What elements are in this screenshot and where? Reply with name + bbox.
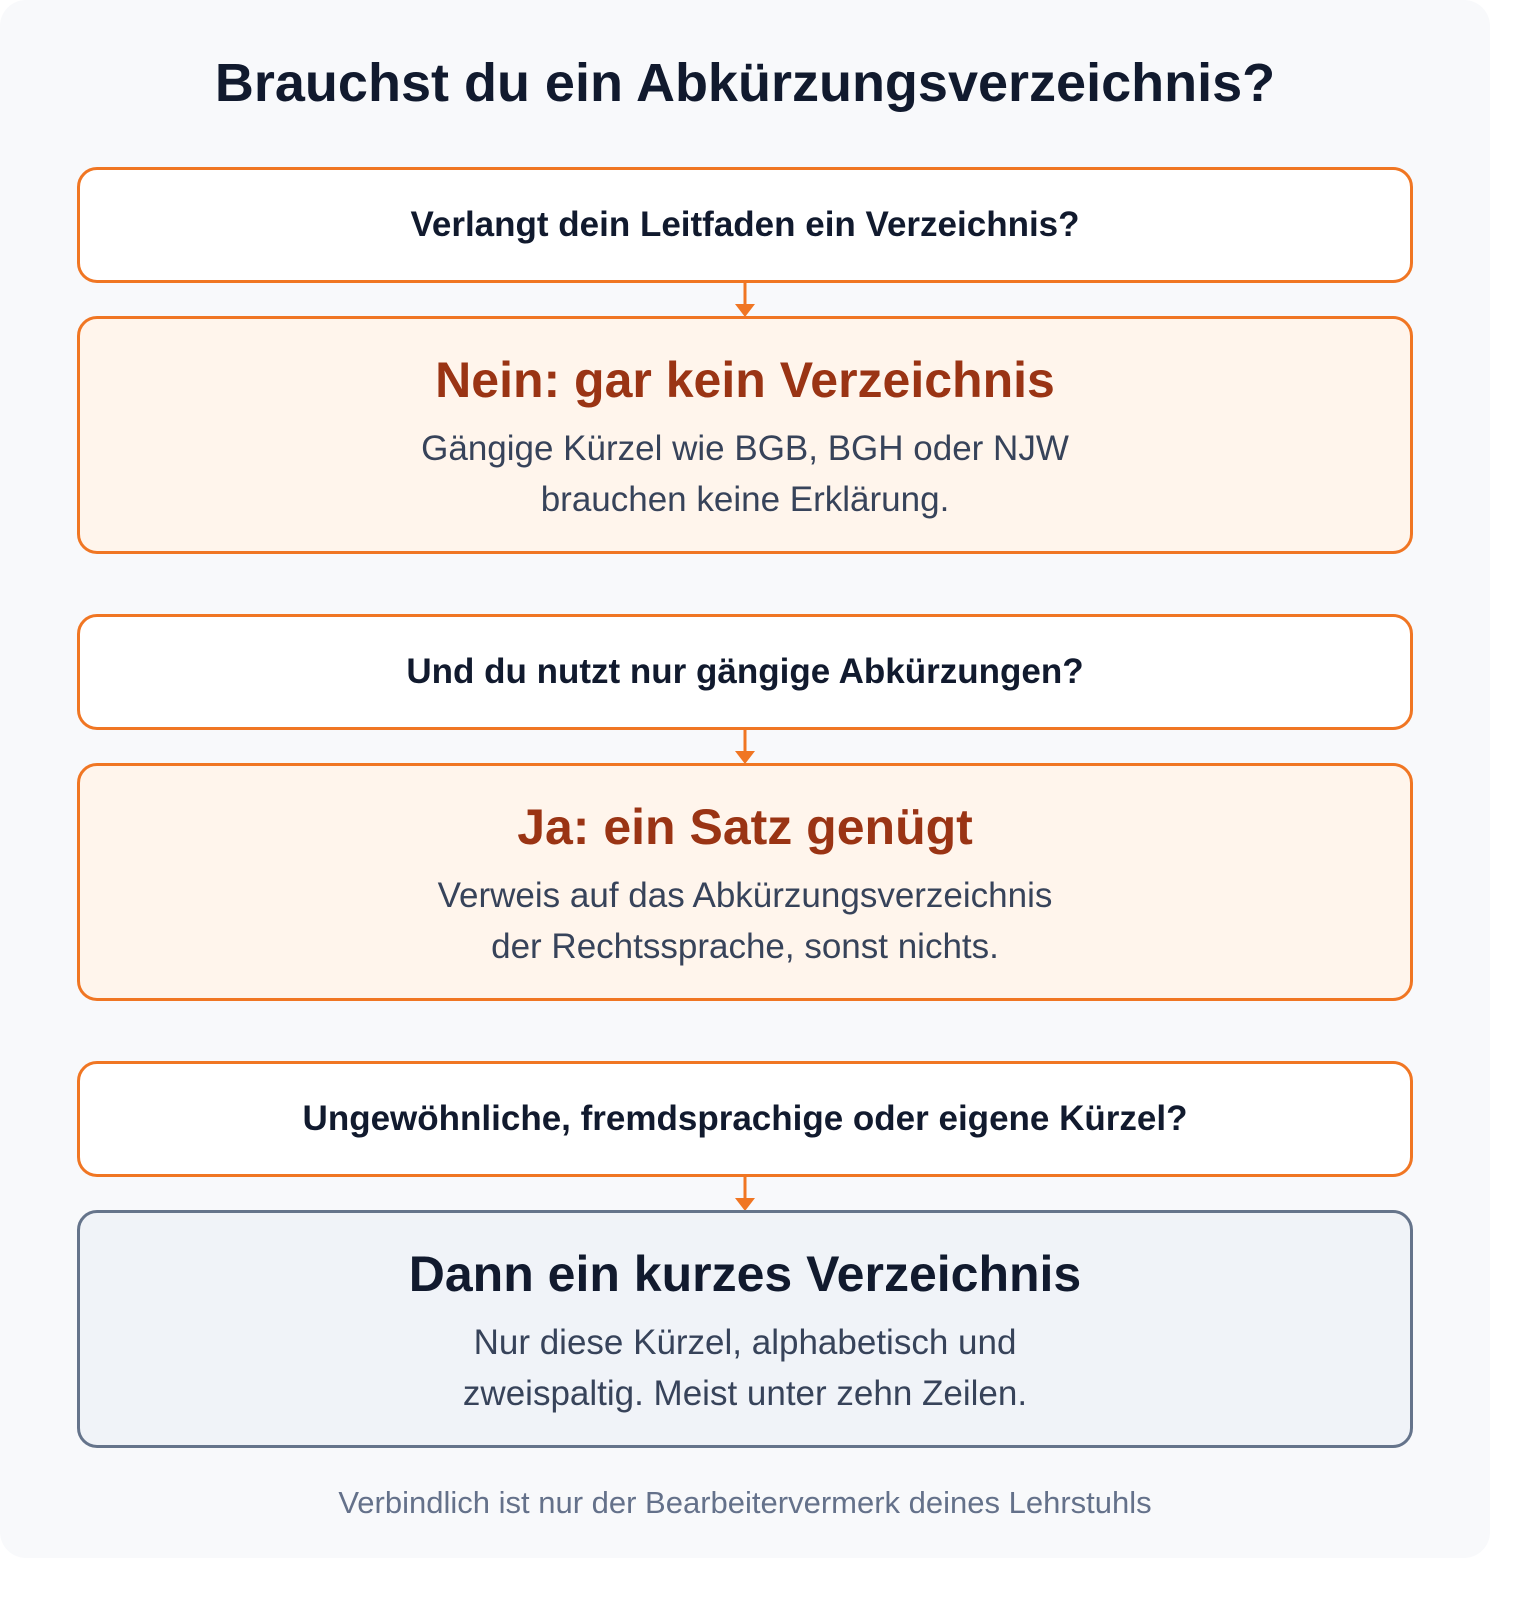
answer-line: Verweis auf das Abkürzungsverzeichnis bbox=[437, 876, 1053, 915]
footer-note: Verbindlich ist nur der Bearbeitervermerk deines Lehrstuhls bbox=[338, 1485, 1152, 1520]
arrow-down-icon bbox=[735, 282, 755, 318]
answer-line: Nur diese Kürzel, alphabetisch und bbox=[473, 1323, 1017, 1362]
diagram-title: Brauchst du ein Abkürzungsverzeichnis? bbox=[214, 53, 1276, 113]
answer-box-2 bbox=[77, 763, 1413, 1001]
answer-line: der Rechtssprache, sonst nichts. bbox=[491, 927, 999, 966]
answer-heading-1: Nein: gar kein Verzeichnis bbox=[435, 352, 1055, 408]
arrow-down-icon bbox=[735, 729, 755, 765]
answer-body-2 bbox=[80, 870, 1410, 972]
answer-heading-2: Ja: ein Satz genügt bbox=[517, 799, 973, 855]
answer-box-3 bbox=[77, 1210, 1413, 1448]
answer-line: zweispaltig. Meist unter zehn Zeilen. bbox=[462, 1374, 1028, 1413]
question-box-2: Und du nutzt nur gängige Abkürzungen? bbox=[77, 614, 1413, 730]
answer-line: Gängige Kürzel wie BGB, BGH oder NJW bbox=[421, 429, 1069, 468]
arrow-down-icon bbox=[735, 1176, 755, 1212]
question-box-1: Verlangt dein Leitfaden ein Verzeichnis? bbox=[77, 167, 1413, 283]
answer-body-3 bbox=[80, 1317, 1410, 1419]
question-box-3: Ungewöhnliche, fremdsprachige oder eigene Kürzel? bbox=[77, 1061, 1413, 1177]
answer-body-1 bbox=[80, 423, 1410, 525]
answer-box-1 bbox=[77, 316, 1413, 554]
answer-line: brauchen keine Erklärung. bbox=[540, 480, 950, 519]
answer-heading-3: Dann ein kurzes Verzeichnis bbox=[408, 1246, 1082, 1302]
